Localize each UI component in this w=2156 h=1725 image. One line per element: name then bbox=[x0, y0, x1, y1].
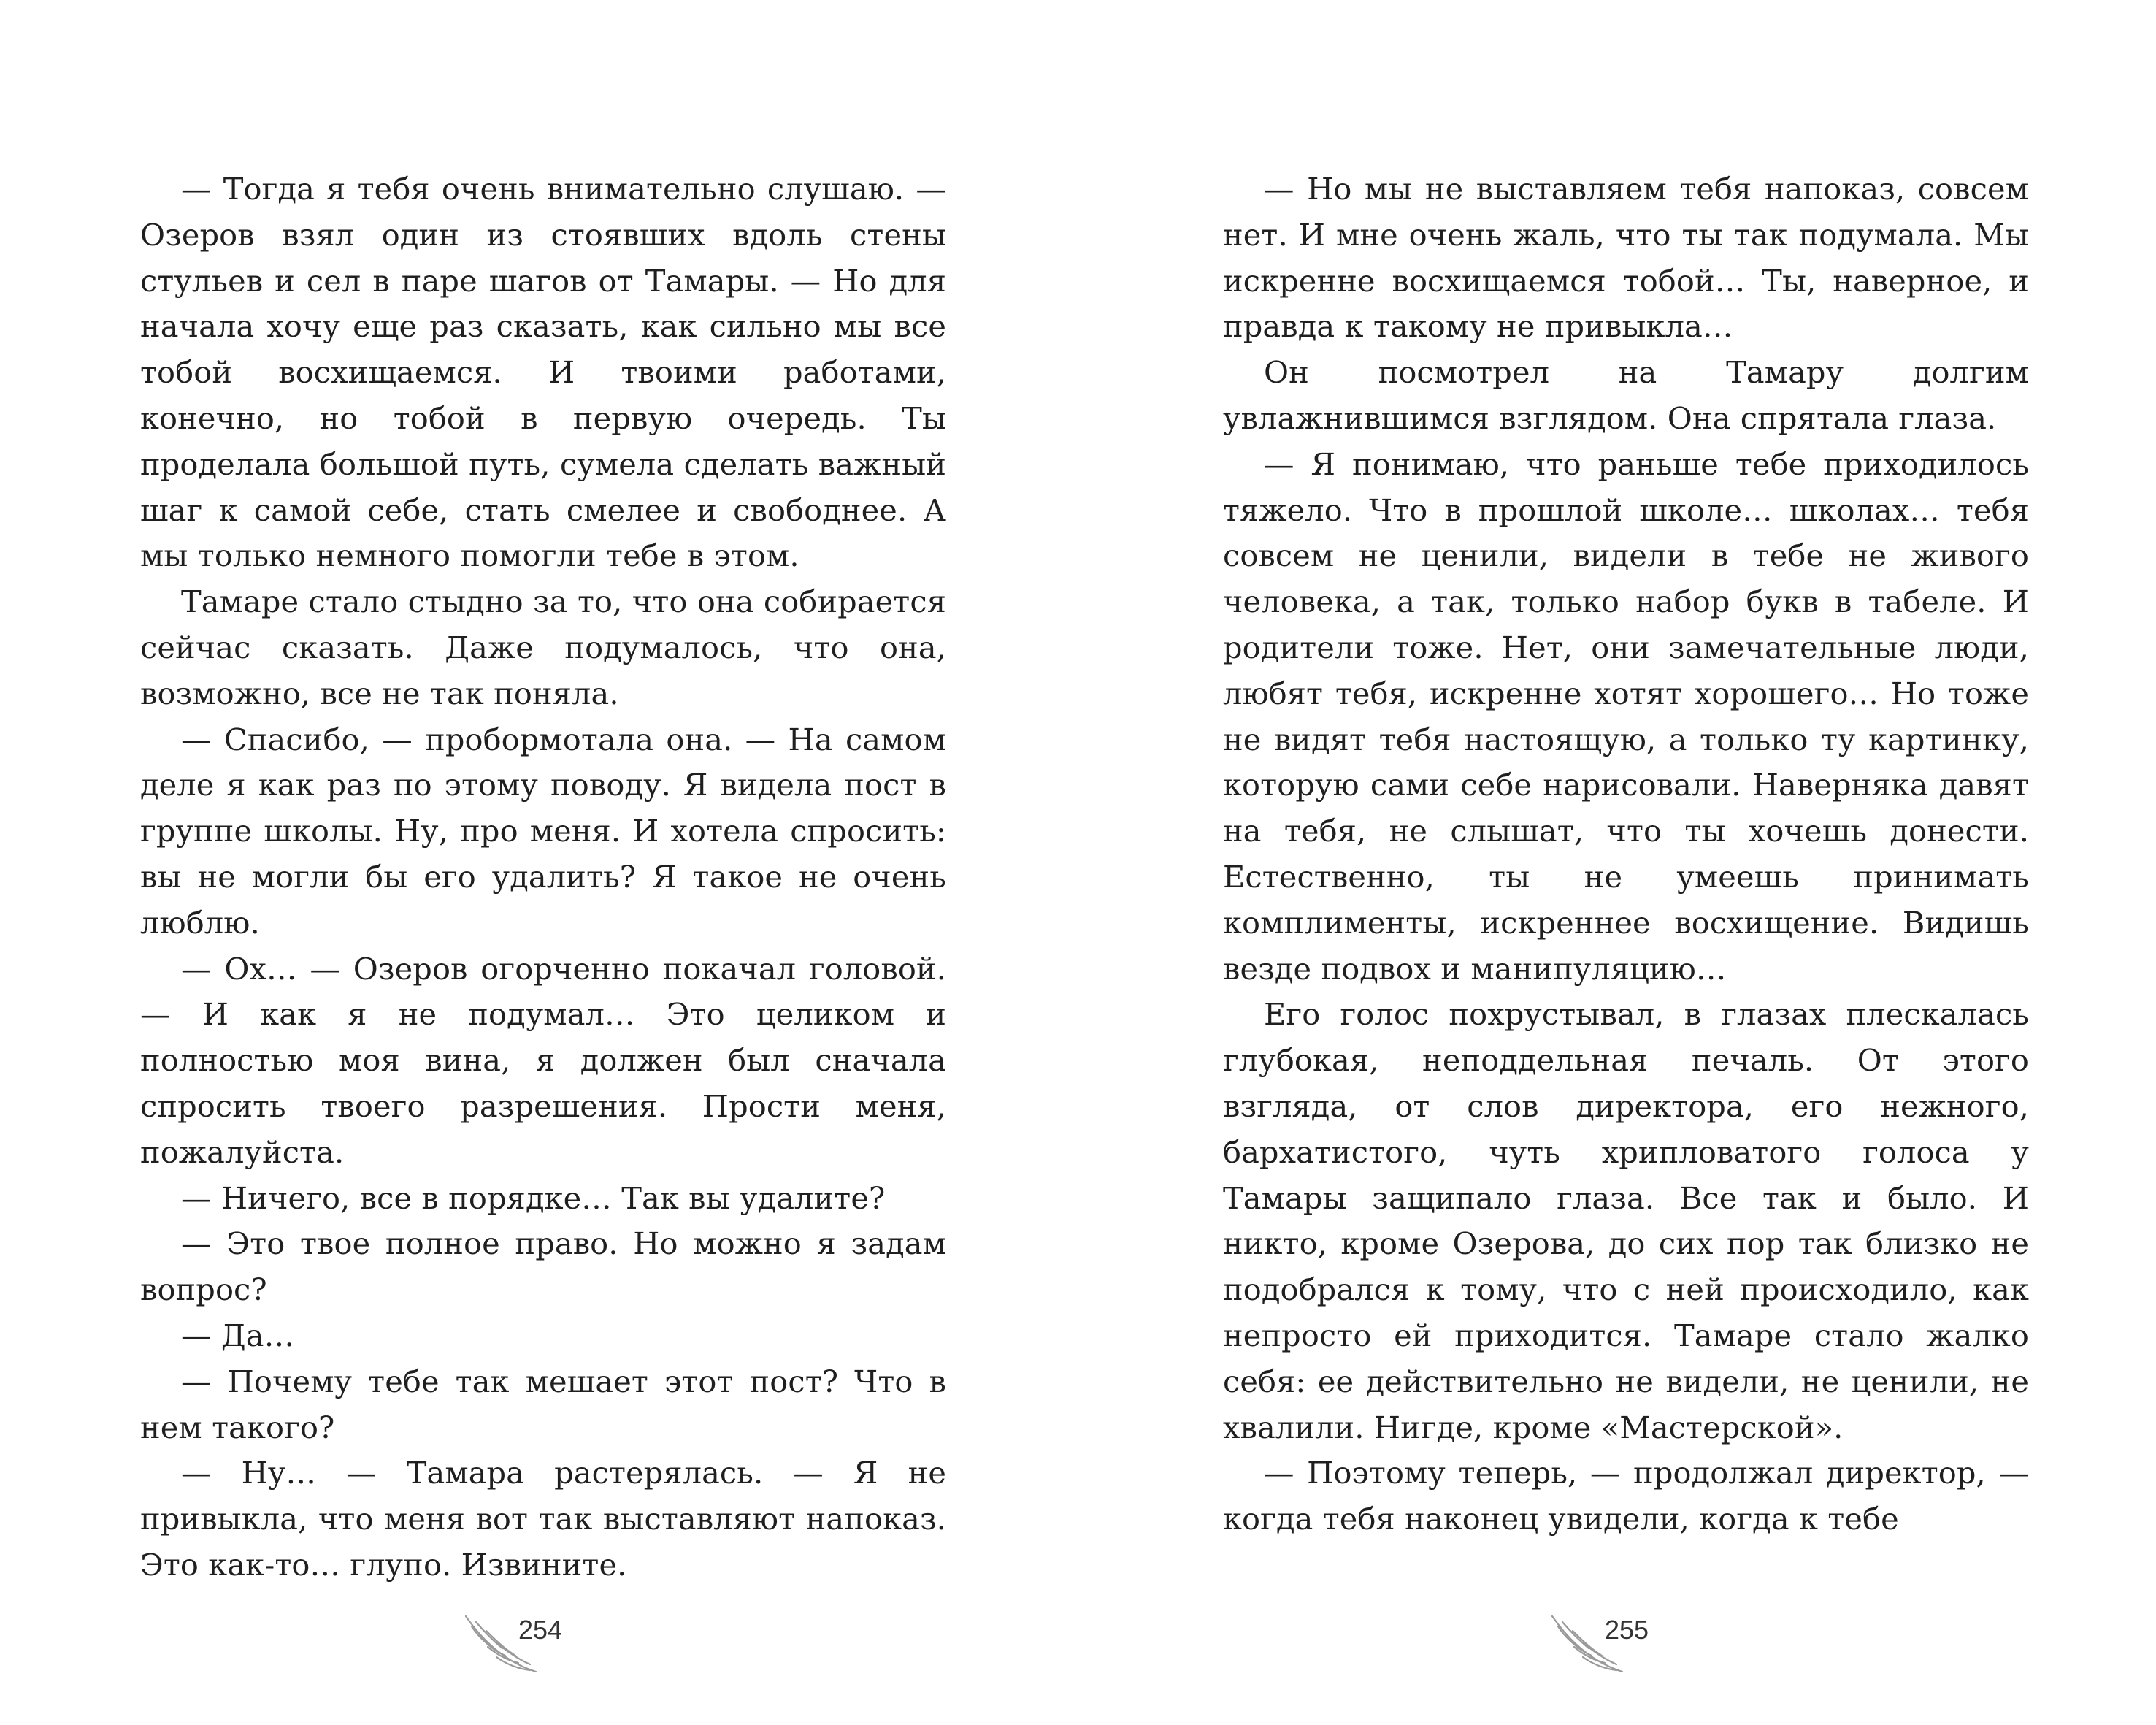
paragraph: — Да… bbox=[181, 1317, 295, 1353]
paragraph: — Это твое полное право. Но можно я задам вопрос? bbox=[140, 1225, 946, 1308]
paragraph: — Спасибо, — пробормотала она. — На самом деле я как раз по этому поводу. Я видела пост в группе школы. Ну, про меня. И хотела спросить: вы не могли бы его удалить? Я такое не очень люблю. bbox=[140, 721, 946, 941]
paragraph: — Я понимаю, что раньше тебе приходилось тяжело. Что в прошлой школе… школах… тебя совсем не ценили, видели в тебе не живого человека, а так, только набор букв в табеле. И родители тоже. Нет, они замечательные люди, любят тебя, искренне хотят хорошего… Но тоже не видят тебя настоящую, а только ту картинку, которую сами себе нарисовали. Наверняка давят на тебя, не слышат, что ты хочешь донести. Естественно, ты не умеешь принимать комплименты, искреннее восхищение. Видишь везде подвох и манипуляцию… bbox=[1223, 445, 2029, 987]
paragraph: — Ну… — Тамара растерялась. — Я не привыкла, что меня вот так выставляют напоказ. Это как-то… глупо. Извините. bbox=[140, 1455, 946, 1583]
page-number: 255 bbox=[1605, 1615, 1649, 1645]
paragraph: — Почему тебе так мешает этот пост? Что в нем такого? bbox=[140, 1363, 946, 1445]
left-page-footer bbox=[460, 1610, 606, 1676]
paragraph: Тамаре стало стыдно за то, что она собирается сейчас сказать. Даже подумалось, что она, возможно, все не так поняла. bbox=[140, 584, 946, 711]
paragraph: — Ничего, все в порядке… Так вы удалите? bbox=[181, 1179, 886, 1216]
right-page bbox=[1223, 167, 2029, 1542]
right-page-footer bbox=[1546, 1610, 1692, 1676]
paragraph: — Но мы не выставляем тебя напоказ, совсем нет. И мне очень жаль, что ты так подумала. Мы искренне восхищаемся тобой… Ты, наверное, и правда к такому не привыкла… bbox=[1223, 171, 2029, 345]
paragraph: — Поэтому теперь, — продолжал директор, — когда тебя наконец увидели, когда к тебе bbox=[1223, 1455, 2029, 1537]
paragraph: — Тогда я тебя очень внимательно слушаю. — Озеров взял один из стоявших вдоль стены стульев и сел в паре шагов от Тамары. — Но для начала хочу еще раз сказать, как сильно мы все тобой восхищаемся. И твоими работами, конечно, но тобой в первую очередь. Ты проделала большой путь, сумела сделать важный шаг к самой себе, стать смелее и свободнее. А мы только немного помогли тебе в этом. bbox=[140, 171, 946, 574]
page-number: 254 bbox=[518, 1615, 563, 1645]
left-page bbox=[140, 167, 946, 1588]
right-page-text bbox=[1223, 167, 2029, 1542]
paragraph: Он посмотрел на Тамару долгим увлажнившимся взглядом. Она спрятала глаза. bbox=[1223, 354, 2029, 436]
paragraph: Его голос похрустывал, в глазах плескалась глубокая, неподдельная печаль. От этого взгляда, от слов директора, его нежного, бархатистого, чуть хрипловатого голоса у Тамары защипало глаза. Все так и было. И никто, кроме Озерова, до сих пор так близко не подобрался к тому, что с ней происходило, как непросто ей приходится. Тамаре стало жалко себя: ее действительно не видели, не ценили, не хвалили. Нигде, кроме «Мастерской». bbox=[1223, 996, 2029, 1445]
paragraph: — Ох… — Озеров огорченно покачал головой. — И как я не подумал… Это целиком и полностью моя вина, я должен был сначала спросить твоего разрешения. Прости меня, пожалуйста. bbox=[140, 950, 946, 1170]
left-page-text bbox=[140, 167, 946, 1588]
